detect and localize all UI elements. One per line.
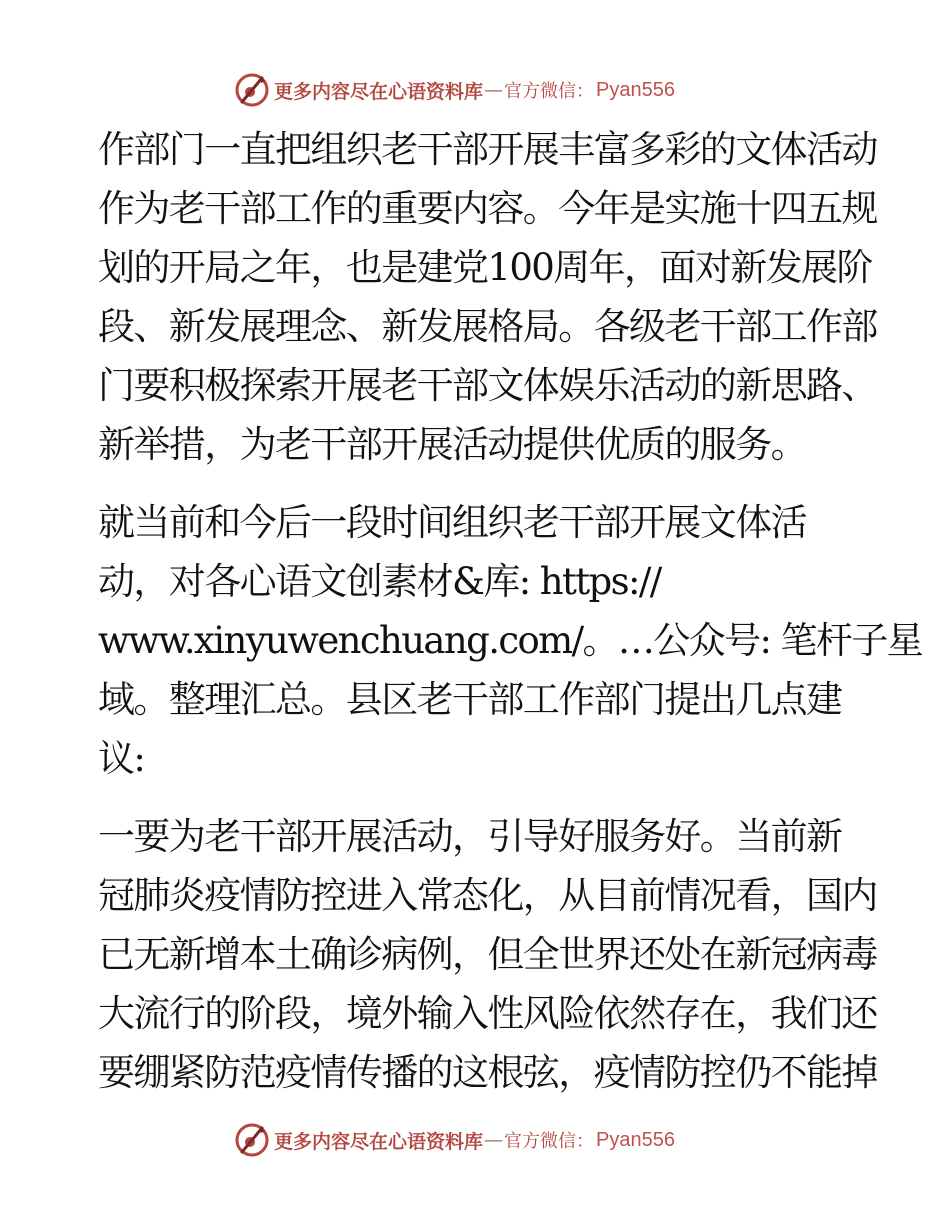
brush-logo-icon (234, 72, 270, 108)
text-line: 域。整理汇总。县区老干部工作部门提出几点建 (98, 678, 842, 721)
footer-banner (234, 1122, 675, 1158)
header-brand-text: 更多内容尽在心语资料库 (274, 80, 484, 103)
text-line: 一要为老干部开展活动，引导好服务好。当前新 (98, 815, 842, 858)
header-official-label: 官方微信： (504, 81, 595, 102)
text-line: 要绷紧防范疫情传播的这根弦，疫情防控仍不能掉 (98, 1051, 877, 1094)
document-body (98, 120, 923, 1102)
text-line: 已无新增本土确诊病例，但全世界还处在新冠病毒 (98, 933, 877, 976)
text-line: 作部门一直把组织老干部开展丰富多彩的文体活动 (98, 128, 877, 171)
paragraph-3 (98, 807, 877, 1102)
text-line: 议: (98, 737, 145, 780)
text-line: 段、新发展理念、新发展格局。各级老干部工作部 (98, 305, 877, 348)
paragraph-1 (98, 120, 877, 474)
text-line: 作为老干部工作的重要内容。今年是实施十四五规 (98, 187, 877, 230)
text-line: 冠肺炎疫情防控进入常态化，从目前情况看，国内 (98, 874, 877, 917)
footer-separator: — (484, 1129, 504, 1151)
header-banner (234, 72, 675, 108)
header-wechat-id: Pyan556 (596, 78, 675, 101)
text-line: 门要积极探索开展老干部文体娱乐活动的新思路、 (98, 364, 877, 407)
footer-official-label: 官方微信： (504, 1131, 595, 1152)
text-line: www.xinyuwenchuang.com/。…公众号: 笔杆子星 (98, 619, 923, 662)
text-line: 划的开局之年，也是建党100周年，面对新发展阶 (98, 246, 872, 289)
footer-brand-text: 更多内容尽在心语资料库 (274, 1130, 484, 1153)
text-line: 新举措，为老干部开展活动提供优质的服务。 (98, 423, 806, 466)
text-line: 就当前和今后一段时间组织老干部开展文体活 (98, 501, 806, 544)
footer-wechat-id: Pyan556 (596, 1128, 675, 1151)
text-line: 动，对各心语文创素材&库: https:// (98, 560, 661, 603)
brush-logo-icon (234, 1122, 270, 1158)
header-separator: — (484, 79, 504, 101)
text-line: 大流行的阶段，境外输入性风险依然存在，我们还 (98, 992, 877, 1035)
paragraph-2 (98, 493, 923, 788)
